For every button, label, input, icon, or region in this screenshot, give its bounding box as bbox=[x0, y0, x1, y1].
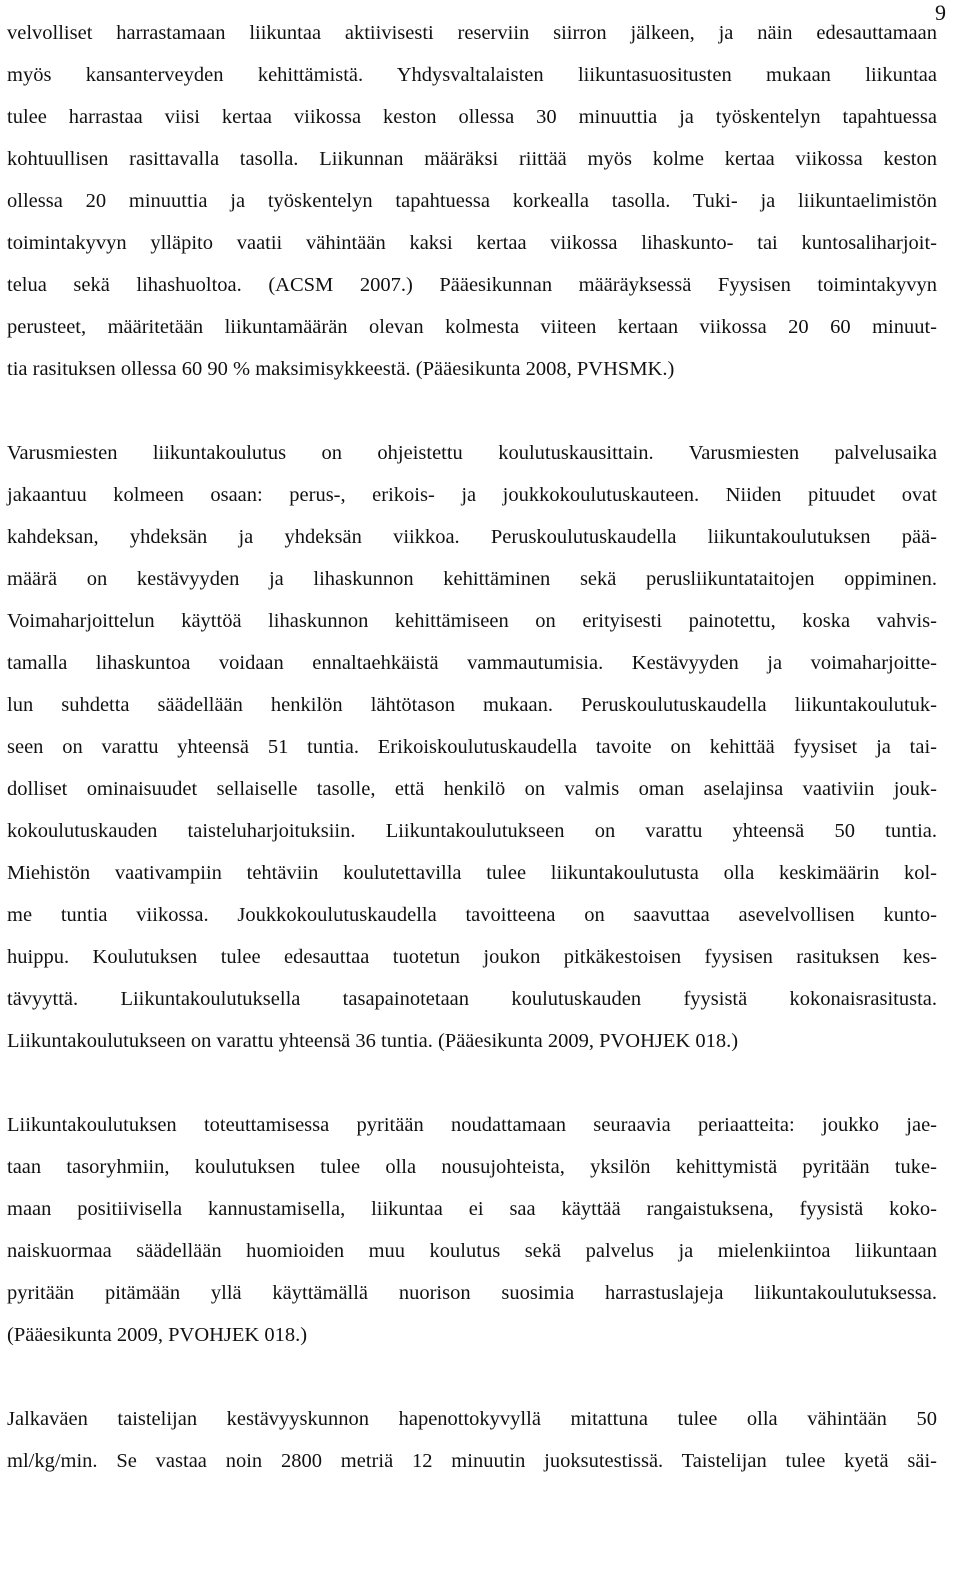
paragraph-2-line-3: kahdeksan, yhdeksän ja yhdeksän viikkoa. Peruskoulutuskaudella liikuntakoulutuksen pää- bbox=[7, 526, 937, 548]
paragraph-2-line-1: Varusmiesten liikuntakoulutus on ohjeistettu koulutuskausittain. Varusmiesten palvelusaika bbox=[7, 442, 937, 464]
paragraph-2-line-8: seen on varattu yhteensä 51 tuntia. Erikoiskoulutuskaudella tavoite on kehittää fyysiset ja tai- bbox=[7, 736, 937, 758]
paragraph-2-line-15: Liikuntakoulutukseen on varattu yhteensä 36 tuntia. (Pääesikunta 2009, PVOHJEK 018.) bbox=[7, 1030, 739, 1052]
paragraph-1-line-2: myös kansanterveyden kehittämistä. Yhdysvaltalaisten liikuntasuositusten mukaan liikuntaa bbox=[7, 64, 937, 86]
paragraph-2-line-4: määrä on kestävyyden ja lihaskunnon kehittäminen sekä perusliikuntataitojen oppiminen. bbox=[7, 568, 937, 590]
paragraph-2-line-11: Miehistön vaativampiin tehtäviin koulutettavilla tulee liikuntakoulutusta olla keskimäärin kol- bbox=[7, 862, 937, 884]
paragraph-3-line-2: taan tasoryhmiin, koulutuksen tulee olla nousujohteista, yksilön kehittymistä pyritään tuke- bbox=[7, 1156, 937, 1178]
paragraph-1-line-9: tia rasituksen ollessa 60 90 % maksimisykkeestä. (Pääesikunta 2008, PVHSMK.) bbox=[7, 358, 675, 380]
paragraph-2-line-7: lun suhdetta säädellään henkilön lähtötason mukaan. Peruskoulutuskaudella liikuntakoulutuk- bbox=[7, 694, 937, 716]
paragraph-4-line-2: ml/kg/min. Se vastaa noin 2800 metriä 12 minuutin juoksutestissä. Taistelijan tulee kyetä säi- bbox=[7, 1450, 937, 1472]
paragraph-1-line-4: kohtuullisen rasittavalla tasolla. Liikunnan määräksi riittää myös kolme kertaa viikossa keston bbox=[7, 148, 937, 170]
paragraph-3-line-3: maan positiivisella kannustamisella, liikuntaa ei saa käyttää rangaistuksena, fyysistä koko- bbox=[7, 1198, 937, 1220]
paragraph-3-line-4: naiskuormaa säädellään huomioiden muu koulutus sekä palvelus ja mielenkiintoa liikuntaan bbox=[7, 1240, 937, 1262]
paragraph-2-line-2: jakaantuu kolmeen osaan: perus-, erikois- ja joukkokoulutuskauteen. Niiden pituudet ovat bbox=[7, 484, 937, 506]
paragraph-1-line-8: perusteet, määritetään liikuntamäärän olevan kolmesta viiteen kertaan viikossa 20 60 minuut- bbox=[7, 316, 937, 338]
page-number: 9 bbox=[935, 0, 946, 25]
paragraph-2-line-12: me tuntia viikossa. Joukkokoulutuskaudella tavoitteena on saavuttaa asevelvollisen kunto- bbox=[7, 904, 937, 926]
paragraph-1-line-7: telua sekä lihashuoltoa. (ACSM 2007.) Pääesikunnan määräyksessä Fyysisen toimintakyvyn bbox=[7, 274, 937, 296]
paragraph-3-line-1: Liikuntakoulutuksen toteuttamisessa pyritään noudattamaan seuraavia periaatteita: joukko jae- bbox=[7, 1114, 937, 1136]
paragraph-2-line-10: kokoulutuskauden taisteluharjoituksiin. Liikuntakoulutukseen on varattu yhteensä 50 tuntia. bbox=[7, 820, 937, 842]
paragraph-1-line-1: velvolliset harrastamaan liikuntaa aktiivisesti reserviin siirron jälkeen, ja näin edesauttamaan bbox=[7, 22, 937, 44]
paragraph-2-line-5: Voimaharjoittelun käyttöä lihaskunnon kehittämiseen on erityisesti painotettu, koska vahvis- bbox=[7, 610, 937, 632]
paragraph-2-line-6: tamalla lihaskuntoa voidaan ennaltaehkäistä vammautumisia. Kestävyyden ja voimaharjoitte- bbox=[7, 652, 937, 674]
paragraph-2-line-14: tävyyttä. Liikuntakoulutuksella tasapainotetaan koulutuskauden fyysistä kokonaisrasitusta. bbox=[7, 988, 937, 1010]
paragraph-1-line-6: toimintakyvyn ylläpito vaatii vähintään kaksi kertaa viikossa lihaskunto- tai kuntosaliharjoit- bbox=[7, 232, 937, 254]
paragraph-1-line-5: ollessa 20 minuuttia ja työskentelyn tapahtuessa korkealla tasolla. Tuki- ja liikuntaelimistön bbox=[7, 190, 937, 212]
paragraph-2-line-13: huippu. Koulutuksen tulee edesauttaa tuotetun joukon pitkäkestoisen fyysisen rasituksen kes- bbox=[7, 946, 937, 968]
paragraph-1-line-3: tulee harrastaa viisi kertaa viikossa keston ollessa 30 minuuttia ja työskentelyn tapahtuessa bbox=[7, 106, 937, 128]
paragraph-3-line-5: pyritään pitämään yllä käyttämällä nuorison suosimia harrastuslajeja liikuntakoulutuksessa. bbox=[7, 1282, 937, 1304]
paragraph-2-line-9: dolliset ominaisuudet sellaiselle tasolle, että henkilö on valmis oman aselajinsa vaativiin jouk- bbox=[7, 778, 937, 800]
paragraph-4-line-1: Jalkaväen taistelijan kestävyyskunnon hapenottokyvyllä mitattuna tulee olla vähintään 50 bbox=[7, 1408, 937, 1430]
paragraph-3-line-6: (Pääesikunta 2009, PVOHJEK 018.) bbox=[7, 1324, 308, 1346]
